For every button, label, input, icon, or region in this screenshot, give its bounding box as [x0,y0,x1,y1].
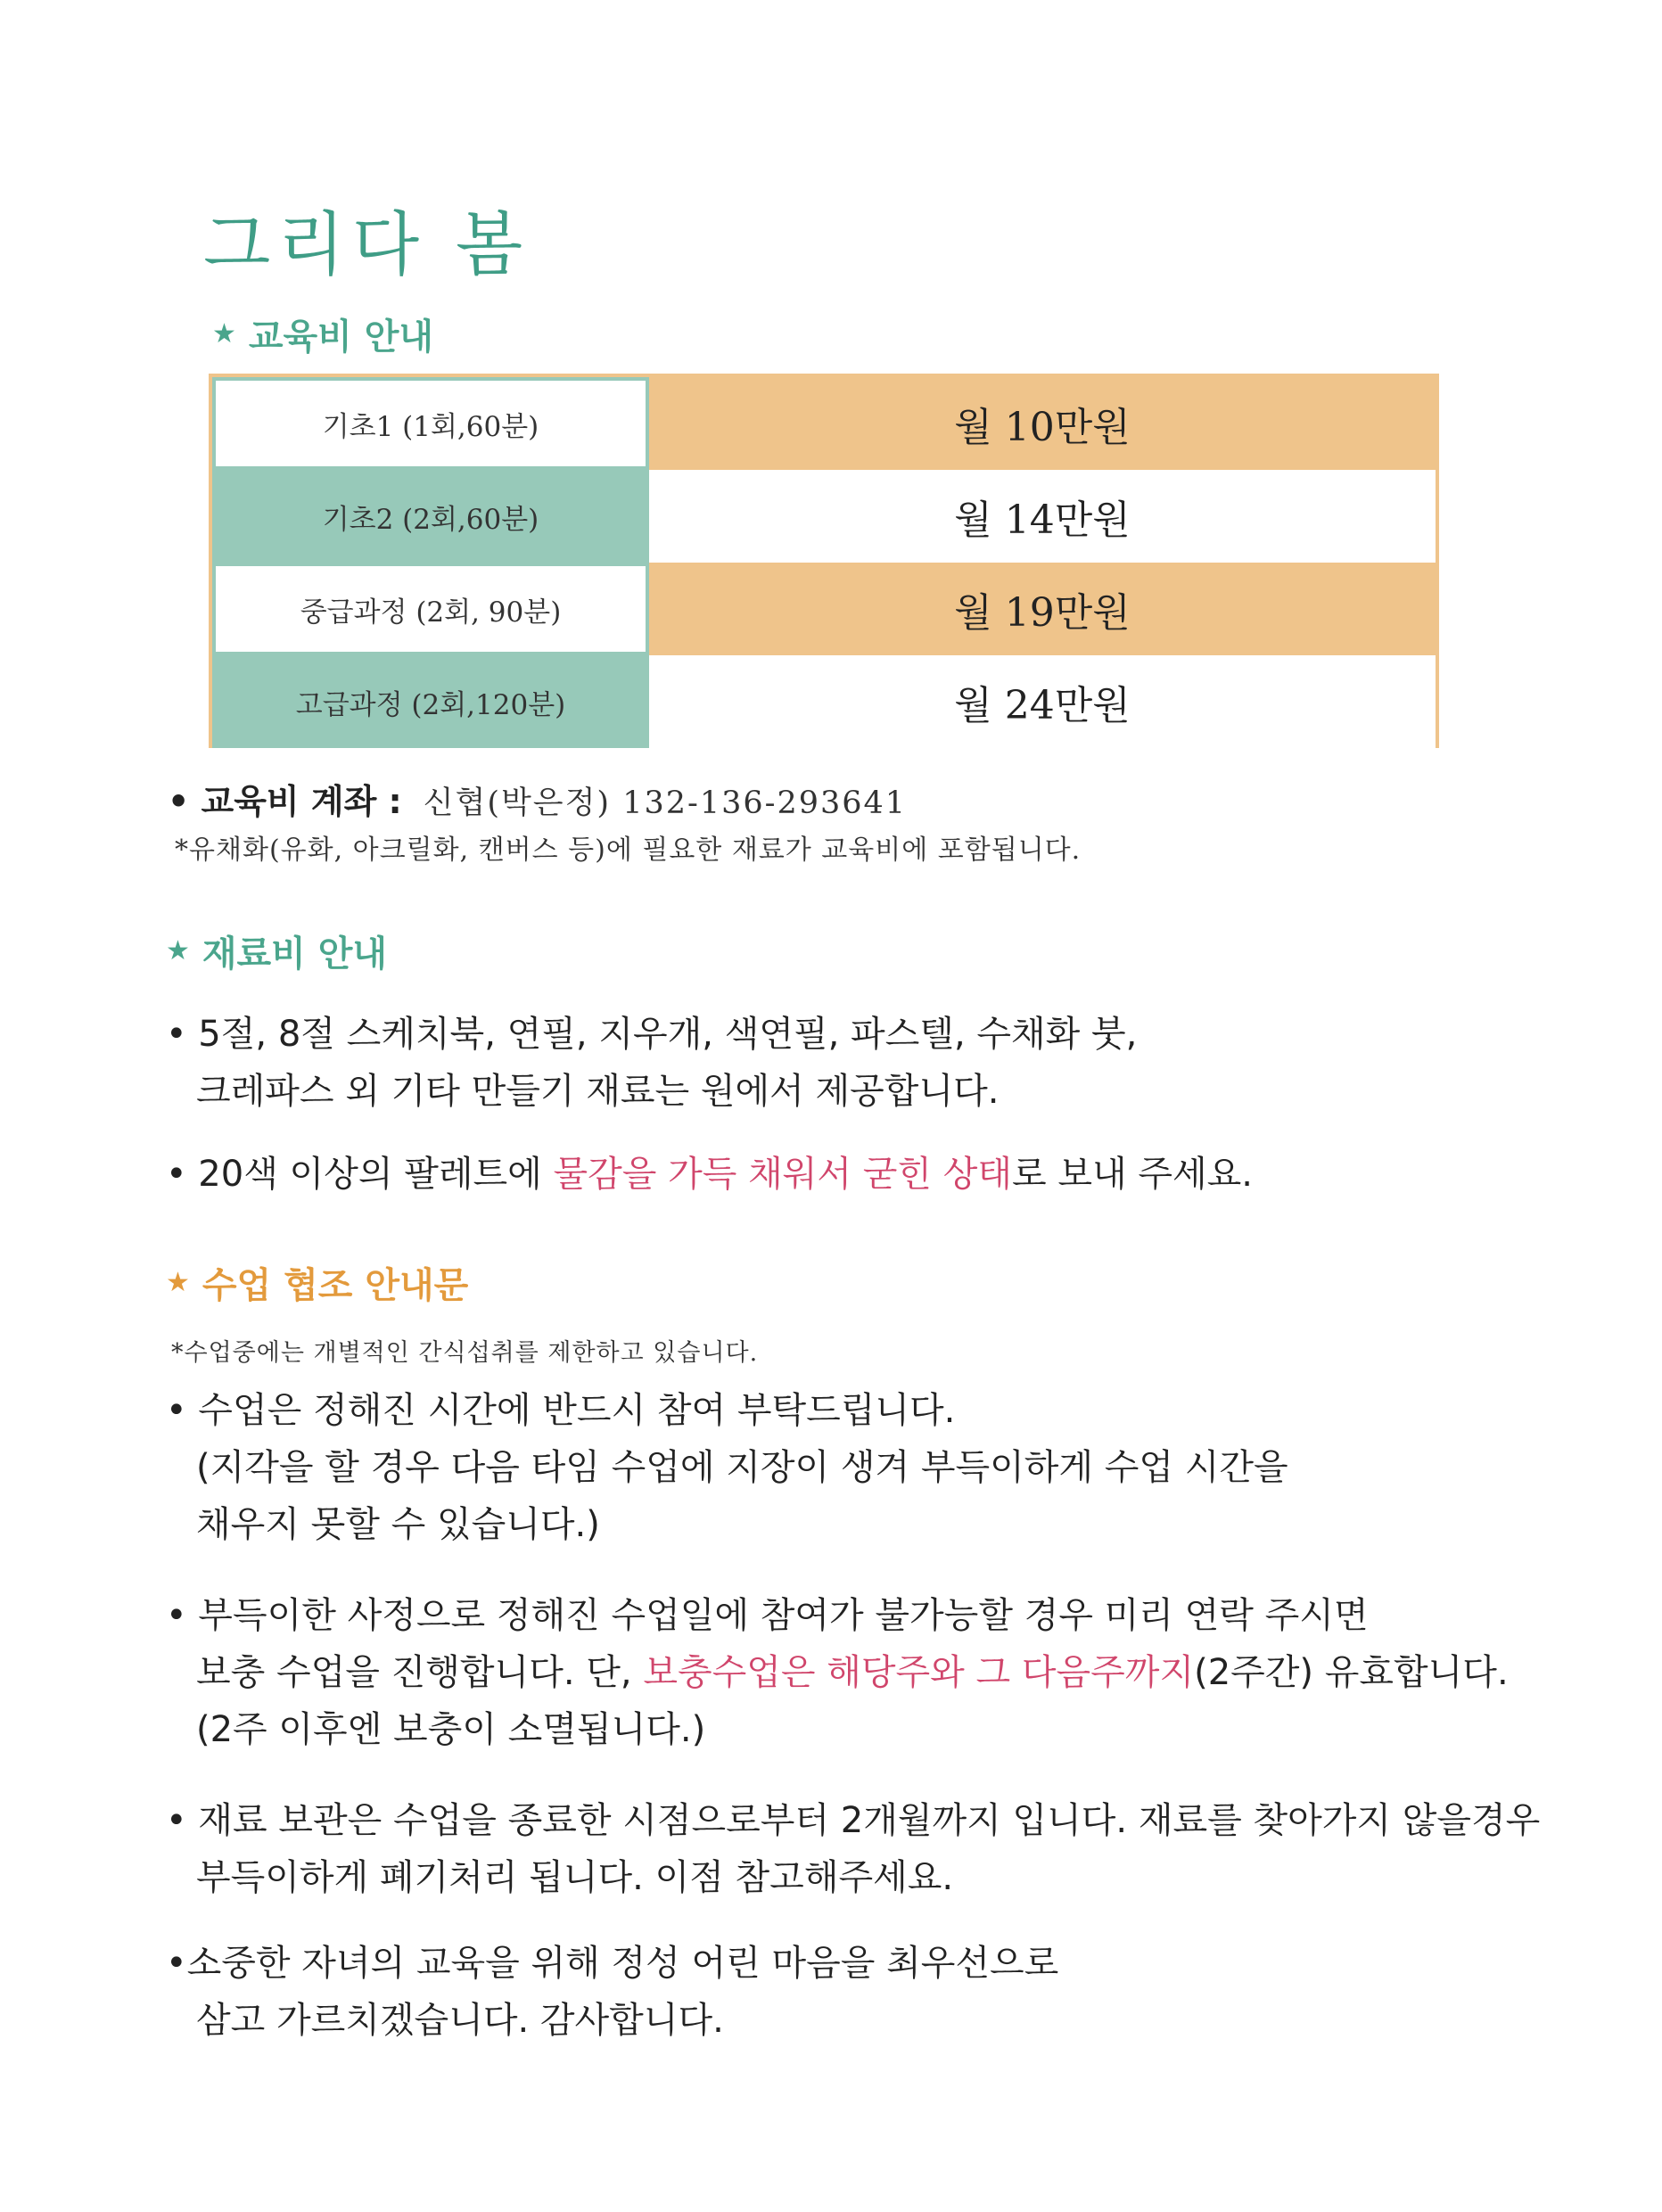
class-bullet-3 [166,1792,1540,1906]
fee-price: 월 19만원 [649,563,1436,655]
class-bullet-1-line-2: (지각을 할 경우 다음 타임 수업에 지장이 생겨 부득이하게 수업 시간을 [196,1447,1288,1488]
class-bullet-4 [166,1935,1058,2049]
fee-price: 월 14만원 [649,470,1436,563]
class-bullet-3-line-2: 부득이하게 폐기처리 됩니다. 이점 참고해주세요. [196,1857,954,1898]
fee-course-name: 고급과정 (2회,120분) [212,655,649,748]
fee-row [212,655,1436,748]
material-section-heading [166,925,387,976]
fee-row [212,470,1436,563]
material-bullet-2-pre: • 20색 이상의 팔레트에 [166,1154,554,1195]
class-bullet-2-line-1: • 부득이한 사정으로 정해진 수업일에 참여가 불가능할 경우 미리 연락 주시면 [166,1595,1369,1636]
class-bullet-2 [166,1587,1509,1758]
fee-course-name: 기초1 (1회,60분) [212,377,649,470]
class-bullet-2-line-2 [166,1644,1509,1701]
material-bullet-1 [166,1006,1137,1120]
material-bullet-2 [166,1146,1253,1203]
fee-section-heading [212,308,433,359]
class-bullet-1-line-1: • 수업은 정해진 시간에 반드시 참여 부탁드립니다. [166,1390,956,1431]
material-bullet-2-post: 로 보내 주세요. [1012,1154,1254,1195]
class-bullet-2-line-3: (2주 이후엔 보충이 소멸됩니다.) [196,1709,706,1750]
material-bullet-1-line-2: 크레파스 외 기타 만들기 재료는 원에서 제공합니다. [196,1071,1000,1112]
class-bullet-1 [166,1382,1288,1553]
account-value: 신협(박은정) 132-136-293641 [423,785,908,821]
class-bullet-3-line-1: • 재료 보관은 수업을 종료한 시점으로부터 2개월까지 입니다. 재료를 찾아가지 않을경우 [166,1800,1541,1841]
class-bullet-4-line-2: 삼고 가르치겠습니다. 감사합니다. [196,2000,724,2041]
class-heading-text: 수업 협조 안내문 [202,1265,469,1306]
account-label: • 교육비 계좌 : [168,782,402,821]
fee-row [212,377,1436,470]
fee-heading-text: 교육비 안내 [248,317,434,358]
class-note: *수업중에는 개별적인 간식섭취를 제한하고 있습니다. [171,1339,759,1367]
class-bullet-2-highlight: 보충수업은 해당주와 그 다음주까지 [643,1652,1195,1693]
class-bullet-2-post: (2주간) 유효합니다. [1194,1652,1509,1693]
fee-row [212,563,1436,655]
material-bullet-2-line [166,1146,1253,1203]
fee-price: 월 10만원 [649,377,1436,470]
material-bullet-1-line-1: • 5절, 8절 스케치북, 연필, 지우개, 색연필, 파스텔, 수채화 붓, [166,1014,1138,1055]
fee-note: *유채화(유화, 아크릴화, 캔버스 등)에 필요한 재료가 교육비에 포함됩니다. [175,835,1082,866]
class-bullet-2-pre: 보충 수업을 진행합니다. 단, [196,1652,644,1693]
page-title: 그리다 봄 [203,205,531,285]
fee-course-name: 기초2 (2회,60분) [212,470,649,563]
star-icon: ★ [212,318,236,349]
material-heading-text: 재료비 안내 [202,933,388,974]
material-bullet-2-highlight: 물감을 가득 채워서 굳힌 상태 [553,1154,1013,1195]
fee-table [209,374,1439,748]
class-bullet-4-line-1: •소중한 자녀의 교육을 위해 정성 어린 마음을 최우선으로 [166,1943,1059,1984]
account-info [168,774,907,823]
class-bullet-1-line-3: 채우지 못할 수 있습니다.) [196,1504,600,1545]
star-icon: ★ [166,1267,190,1298]
class-section-heading [166,1257,468,1308]
fee-price: 월 24만원 [649,655,1436,748]
star-icon: ★ [166,935,190,966]
fee-course-name: 중급과정 (2회, 90분) [212,563,649,655]
